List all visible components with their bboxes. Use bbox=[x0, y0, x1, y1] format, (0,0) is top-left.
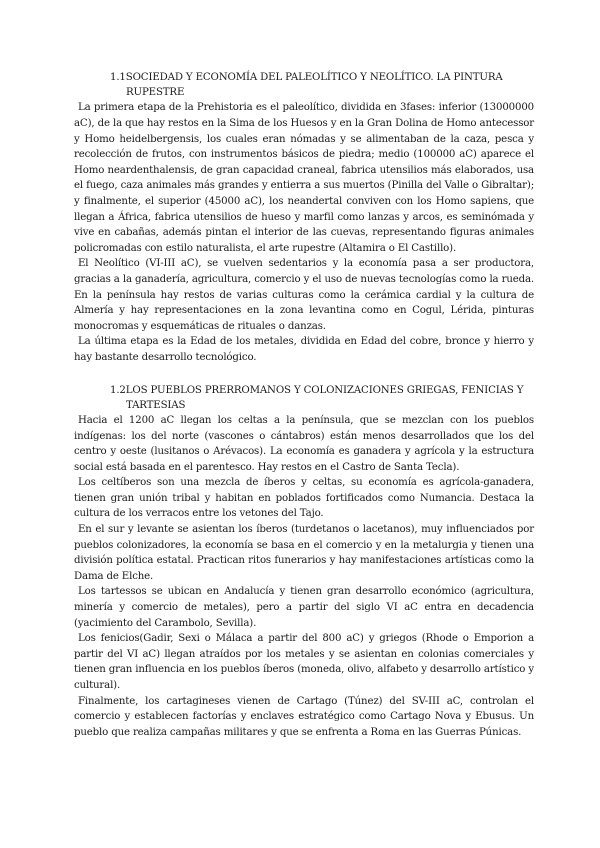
section-2-heading bbox=[74, 383, 534, 413]
section-1-number: 1.1 bbox=[110, 72, 126, 83]
section-2-paragraph: Hacia el 1200 aC llegan los celtas a la península, que se mezclan con los pueblos indígenas: los del norte (vascones o cántabros) están menos desarrollados que los del centro y oeste (lusitanos o Arévacos). La economía es ganadera y agrícola y la estructura social está basada en el parentesco. Hay restos en el Castro de Santa Tecla). bbox=[74, 414, 534, 473]
section-2-paragraph: Los fenicios(Gadir, Sexi o Málaca a partir del 800 aC) y griegos (Rhode o Emporion a partir del VI aC) llegan atraídos por los metales y se asientan en colonias comerciales y tienen gran influencia en los pueblos íberos (moneda, olivo, alfabeto y desarrollo artístico y cultural). bbox=[74, 633, 534, 691]
section-2-paragraph: Los tartessos se ubican en Andalucía y tienen gran desarrollo económico (agricultura, minería y comercio de metales), pero a partir del siglo VI aC entra en decadencia (yacimiento del Carambolo, Sevilla). bbox=[74, 586, 534, 629]
section-1-title-line-1: SOCIEDAD Y ECONOMÍA DEL PALEOLÍTICO Y NEOLÍTICO. LA PINTURA bbox=[125, 72, 503, 83]
section-1-paragraph: El Neolítico (VI-III aC), se vuelven sedentarios y la economía pasa a ser productora, gracias a la ganadería, agricultura, comercio y el uso de nuevas tecnologías como la rueda. En la península hay restos de varias culturas como la cerámica cardial y la cultura de Almería y hay representaciones en la zona levantina como en Cogul, Lérida, pinturas monocromas y esquemáticas de rituales o danzas. bbox=[74, 258, 534, 332]
section-1-paragraph: La última etapa es la Edad de los metales, dividida en Edad del cobre, bronce y hierro y hay bastante desarrollo tecnológico. bbox=[74, 336, 534, 363]
section-2-number: 1.2 bbox=[110, 384, 126, 396]
section-spacer bbox=[74, 366, 534, 383]
section-1-title-line-2: RUPESTRE bbox=[126, 87, 185, 99]
section-2-paragraph: En el sur y levante se asientan los íberos (turdetanos o lacetanos), muy influenciados por pueblos colonizadores, la economía se basa en el comercio y en la metalurgia y tienen una división política estatal. Practican ritos funerarios y hay manifestaciones artísticas como la Dama de Elche. bbox=[74, 524, 534, 582]
section-2-title-line-2: TARTESIAS bbox=[126, 399, 186, 411]
section-2-paragraph: Los celtíberos son una mezcla de íberos y celtas, su economía es agrícola-ganadera, tienen gran unión tribal y habitan en poblados fortificados como Numancia. Destaca la cultura de los verracos entre los vetones del Tajo. bbox=[74, 477, 534, 520]
section-1-paragraph: La primera etapa de la Prehistoria es el paleolítico, dividida en 3fases: inferior (13000000 aC), de la que hay restos en la Sima de los Huesos y en la Gran Dolina de Homo antecessor y Homo heidelbergensis, los cuales eran nómadas y se alimentaban de la caza, pesca y recolección de frutos, con instrumentos básicos de piedra; medio (100000 aC) aparece el Homo neardenthalensis, de gran capacidad craneal, fabrica utensilios más elaborados, usa el fuego, caza animales más grandes y entierra a sus muertos (Pinilla del Valle o Gibraltar); y finalmente, el superior (45000 aC), los neandertal conviven con los Homo sapiens, que llegan a África, fabrica utensilios de hueso y marfil como lanzas y arcos, es seminómada y vive en cabañas, además pintan el interior de las cuevas, representando figuras animales policromadas con estilo naturalista, el arte rupestre (Altamira o El Castillo). bbox=[74, 102, 534, 254]
section-2-title-line-1: LOS PUEBLOS PRERROMANOS Y COLONIZACIONES GRIEGAS, FENICIAS Y bbox=[125, 384, 524, 396]
section-1-heading bbox=[74, 70, 534, 100]
document-content bbox=[74, 70, 534, 740]
section-2-paragraph: Finalmente, los cartagineses vienen de Cartago (Túnez) del SV-III aC, controlan el comercio y establecen factorías y enclaves estratégico como Cartago Nova y Ebusus. Un pueblo que realiza campañas militares y que se enfrenta a Roma en las Guerras Púnicas. bbox=[74, 695, 534, 738]
